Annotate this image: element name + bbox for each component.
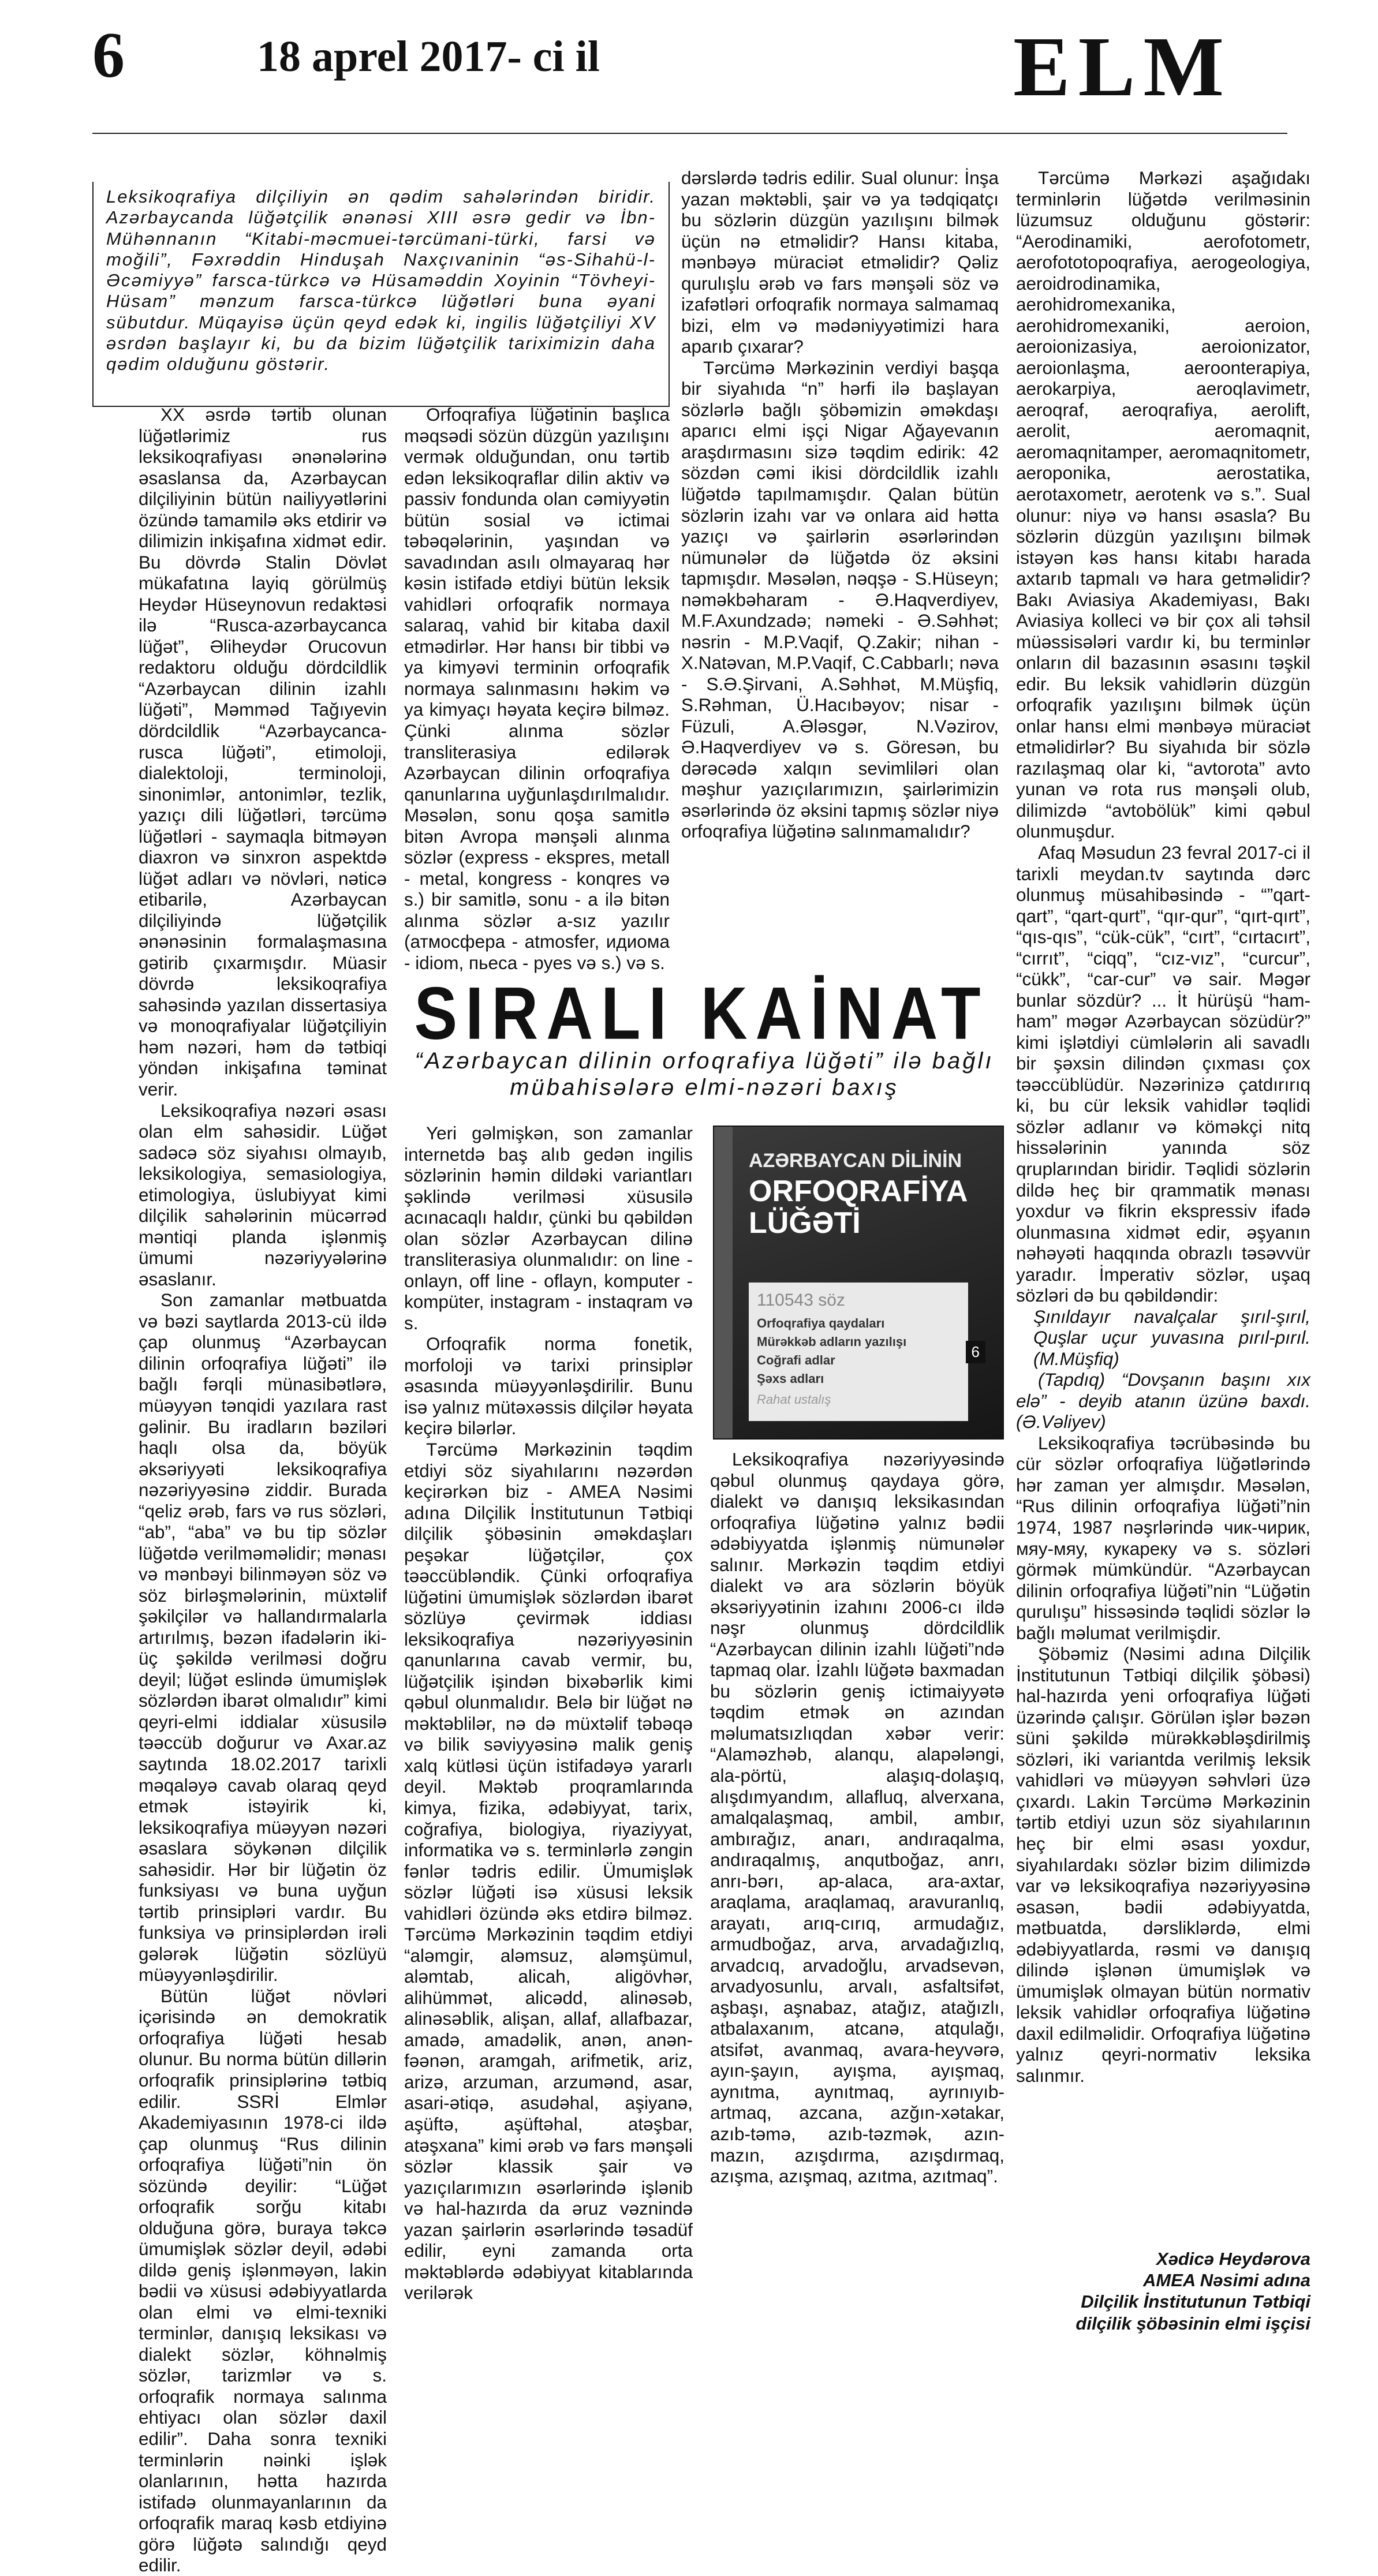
book-title-top: AZƏRBAYCAN DİLİNİN	[749, 1150, 962, 1172]
paragraph: Leksikoqrafiya təcrübəsində bu cür sözlər orfoqrafiya lüğətlərində hər zaman yer almışdır. Məsələn, “Rus dilinin orfoqrafiya lüğəti”nin 1974, 1987 nəşrlərində чик-чирик, мяу-мяу, кукареку və s. sözləri görmək mümkündür. “Azərbaycan dilinin orfoqrafiya lüğəti”nin “Lüğətin qurulışu” hissəsində təqlidi sözlər lə bağlı məlumat verilmişdir.	[1016, 1432, 1310, 1643]
lede-box: Leksikoqrafiya dilçiliyin ən qədim sahələrindən biridir. Azərbaycanda lüğətçilik ənənəsi XIII əsrə gedir və İbn-Mühənnanın “Kitabi-məcmuei-tərcümani-türki, farsi və moğili”, Fəxrəddin Hinduşah Naxçıvaninin “əs-Sihahü-l-Əcəmiyyə” farsca-türkcə və Hüsaməddin Xoyinin “Tövheyi-Hüsam” mənzum farsca-türkcə lüğətləri buna əyani sübutdur. Müqayisə üçün qeyd edək ki, ingilis lüğətçiliyi XV əsrdən başlayır ki, bu da bizim lüğətçilik tariximizin daha qədim olduğunu göstərir.	[92, 182, 670, 407]
book-list-item: Orfoqrafiya qaydaları	[757, 1316, 885, 1330]
book-list-item: Şəxs adları	[757, 1371, 824, 1386]
section-masthead: ELM	[1013, 20, 1233, 114]
paragraph: dərslərdə tədris edilir. Sual olunur: İnşa yazan məktəbli, şair və ya tədqiqatçı bu sözlərin düzgün yazılışını bilmək üçün nə etməlidir? Hansı kitaba, mənbəyə müraciət etməlidir? Qəliz qurulışlu ərəb və fars mənşəli söz və izafətləri orfoqrafik normaya salmamaq bizi, elm və mədəniyyətimizi hara aparıb çıxarar?	[681, 167, 999, 357]
article-subheadline: “Azərbaycan dilinin orfoqrafiya lüğəti” ilə bağlı mübahisələrə elmi-nəzəri baxış	[414, 1048, 994, 1100]
paragraph: Leksikoqrafiya nəzəri əsası olan elm sahəsidir. Lüğət sadəcə söz siyahısı olmayıb, leksikologiya, semasiologiya, etimologiya, üslubiyyat kimi dilçilik sahələrinin mücərrəd məntiqi planda işlənmiş ümumi nəzəriyyələrinə əsaslanır.	[139, 1100, 387, 1289]
paragraph: Afaq Məsudun 23 fevral 2017-ci il tarixli meydan.tv saytında dərc olunmuş müsahibəsində - “”qart-qart”, “qart-qurt”, “qır-qur”, “qırt-qırt”, “qıs-qıs”, “cük-cük”, “cırt”, “cırtacırt”, “cırrıt”, “ciqq”, “cız-vız”, “curcur”, “cükk”, “car-cur” və sair. Məgər bunlar sözdür? ... İt hürüşü “ham-ham” məgər Azərbaycan sözüdür?” kimi işlətdiyi cümlələrin ali savadlı bir şəxsin dilindən çıxması çox təəccüblüdür. Nəzərinizə çatdırırıq ki, bu cür leksik vahidlər təqlidi sözlər adlanır və köməkçi nitq hissələrinin yanında söz qruplarından biridir. Təqlidi sözlərin dildə heç bir qrammatik mənası yoxdur və fikrin ekspressiv ifadə olunmasına xidmət edir, əşyanın nəhəyəti haqqında obrazlı təsəvvür yaradır. İmperativ sözlər, uşaq sözləri də bu qəbildəndir:	[1016, 842, 1310, 1306]
author-affiliation-1: AMEA Nəsimi adına	[1143, 2270, 1310, 2291]
paragraph: Tərcümə Mərkəzinin təqdim etdiyi söz siyahılarını nəzərdən keçirərkən biz - AMEA Nəsimi adına Dilçilik İnstitutunun Tətbiqi dilçilik şöbəsinin əməkdaşları peşəkar lüğətçilər, çox təəccübləndik. Çünki orfoqrafiya lüğətini ümumişlək sözlərdən ibarət sözlüyə çevirmək iddiası leksikoqrafiya nəzəriyyəsinin qanunlarına cavab vermir, bu, lüğətçilik işindən bixəbərlik kimi qəbul olunmalıdır. Belə bir lüğət nə məktəblilər, nə də müxtəlif təbəqə və bilik səviyyəsinə malik geniş xalq kütləsi üçün istifadəyə yararlı deyil. Məktəb proqramlarında kimya, fizika, ədəbiyyat, tarix, coğrafiya, biologiya, riyaziyyat, informatika və s. terminlərlə zəngin fənlər tədris edilir. Ümumişlək sözlər lüğəti isə xüsusi leksik vahidləri özündə əks etdirə bilməz. Tərcümə Mərkəzinin təqdim etdiyi “aləmgir, aləmsuz, aləmşümul, aləmtab, alicah, aligövhər, alihümmət, alicədd, alinəsəb, alinəsəblik, alişan, allaf, allafbazar, amadə, amadəlik, anən, anən-fəənən, aramgah, arifmetik, ariz, arizə, arzuman, arzumənd, asar, asari-ətiqə, asudəhal, aşiyanə, aşüftə, aşüftəhal, atəşbar, atəşxana” kimi ərəb və fars mənşəli sözlər klassik şair və yazıçılarımızın əsərlərində işlənib və hal-hazırda da əruz vəznində yazan şairlərin əsərlərində təsadüf edilir, eyni zamanda orta məktəblərdə ədəbiyyat kitablarında verilərək	[404, 1438, 693, 2304]
paragraph: XX əsrdə tərtib olunan lüğətlərimiz rus leksikoqrafiyası ənənələrinə əsaslansa da, Azərbaycan dilçiliyinin bütün nailiyyətlərini özündə tamamilə əks etdirir və dilimizin inkişafına xidmət edir. Bu dövrdə Stalin Dövlət mükafatına layiq görülmüş Heydər Hüseynovun redaktəsi ilə “Rusca-azərbaycanca lüğət”, Əliheydər Orucovun redaktoru olduğu dördcildlik “Azərbaycan dilinin izahlı lüğəti”, Məmməd Tağıyevin dördcildlik “Azərbaycanca-rusca lüğəti”, etimoloji, dialektoloji, terminoloji, sinonimlər, antonimlər, tezlik, yazıçı dili lüğətləri, tərcümə lüğətləri - saymaqla bitməyən diaxron və sinxron aspektdə lüğət adları və növləri, nəticə etibarilə, Azərbaycan dilçiliyində lüğətçilik ənənəsinin formalaşmasına gətirib çıxarmışdır. Müasir dövrdə leksikoqrafiya sahəsində yazılan dissertasiya və monoqrafiyalar lüğətçiliyin həm nəzəri, həm də tətbiqi yöndən inkişafına təminat verir.	[139, 404, 387, 1100]
paragraph: Leksikoqrafiya nəzəriyyəsində qəbul olunmuş qaydaya görə, dialekt və danışıq leksikasından orfoqrafiya lüğətinə yalnız bədii ədəbiyyatda işlənmiş nümunələr salınır. Mərkəzin təqdim etdiyi dialekt və ara sözlərin böyük əksəriyyətinin izahını 2006-cı ildə nəşr olunmuş dördcildlik “Azərbaycan dilinin izahlı lüğəti”ndə tapmaq olar. İzahlı lüğətə baxmadan bu sözlərin geniş ictimaiyyətə təqdim etmək ən azından məlumatsızlıqdan xəbər verir: “Alaməzhəb, alanqu, alapələngi, ala-pörtü, alaşıq-dolaşıq, alışdımyandım, allafluq, alverxana, amalqalaşmaq, ambil, ambır, ambırağız, anarı, andıraqalma, andıraqalmış, anqutboğaz, anrı, anrı-bərı, ap-alaca, ara-axtar, araqlama, araqlamaq, aravuranlıq, arayatı, arıq-cırıq, armudağız, armudboğaz, arva, arvadağızlıq, arvadcıq, arvadoğlu, arvadsevən, arvadyosunlu, arvalı, asfaltsifət, aşbaşı, aşnabaz, atağız, atağızlı, atbalaxanım, atcanə, atqulağı, atsifət, avanmaq, avara-heyvərə, ayın-şayın, ayışma, ayışmaq, aynıtma, aynıtmaq, ayrınıyıb-artmaq, azcana, azğın-xətakar, azıb-təmə, azıb-təzmək, azın-mazın, azışdırma, azışdırmaq, azışma, azışmaq, azıtma, azıtmaq”.	[710, 1449, 1004, 2187]
book-title-main: ORFOQRAFİYA LÜĞƏTİ	[749, 1175, 967, 1240]
book-list-item: Mürəkkəb adların yazılışı	[757, 1334, 907, 1349]
author-signature	[1062, 2248, 1310, 2334]
paragraph: Bütün lüğət növləri içərisində ən demokratik orfoqrafiya lüğəti hesab olunur. Bu norma bütün dillərin orfoqrafik prinsiplərinə tətbiq edilir. SSRİ Elmlər Akademiyasının 1978-ci ildə çap olunmuş “Rus dilinin orfoqrafiya lüğəti”nin ön sözündə deyilir: “Lüğət orfoqrafik sorğu kitabı olduğuna görə, buraya təkcə ümumişlək sözlər deyil, ədəbi dildə geniş işlənməyən, lakin bədii və xüsusi ədəbiyyatlarda olan elmi və elmi-texniki terminlər, danışıq leksikası və dialekt sözlər, köhnəlmiş sözlər, tarizmlər və s. orfoqrafik normaya salınma ehtiyacı olan sözlər daxil edilir”. Daha sonra texniki terminlərin nəinki işlək olanlarının, hətta hazırda istifadə olunmayanlarının da orfoqrafik maraq kəsb etdiyinə görə lüğətə salındığı qeyd edilir.	[139, 1985, 387, 2576]
paragraph: Tərcümə Mərkəzi aşağıdakı terminlərin lüğətdə verilməsinin lüzumsuz olduğunu göstərir: “Aerodinamiki, aerofotometr, aerofototopoqrafiya, aerogeologiya, aeroidrodinamika, aerohidromexanika, aerohidromexaniki, aeroion, aeroionizasiya, aeroionizator, aeroionlaşma, aeroonterapiya, aerokarpiya, aeroqlavimetr, aeroqraf, aeroqrafiya, aerolift, aerolit, aeromaqnit, aeromaqnitamper, aeromaqnitometr, aeroponika, aerostatika, aerotaxometr, aerotenk və s.”. Sual olunur: niyə və hansı əsasla? Bu sözlərin düzgün yazılışını bilmək istəyən kəs hansı kitabı harada axtarıb tapmalı və hara getməlidir? Bakı Aviasiya Akademiyası, Bakı Aviasiya kolleci və bir çox ali təhsil müəssisələri vardır ki, bu terminlər onların dil bazasının əsasını təşkil edir. Bu leksik vahidlərin düzgün orfoqrafik yazılışını bilmək üçün onlar hansı elmi mənbəyə müraciət etməlidirlər? Bu siyahıda bir sözlə razılaşmaq olar ki, “avtorota” avto yunan və rota rus mənşəli olub, dilimizdə “avtobölük” kimi qəbul olunmuşdur.	[1016, 167, 1310, 842]
book-list-item: Coğrafi adlar	[757, 1353, 835, 1367]
article-column-3-bottom	[710, 1449, 1004, 2248]
issue-date: 18 aprel 2017- ci il	[257, 32, 600, 81]
header-divider	[92, 133, 1287, 134]
paragraph: Orfoqrafik norma fonetik, morfoloji və tarixi prinsiplər əsasında müəyyənləşdirilir. Bunu isə yalnız mütəxəssis dilçilər həyata keçirə bilərlər.	[404, 1333, 693, 1439]
book-panel	[749, 1283, 968, 1421]
paragraph: Orfoqrafiya lüğətinin başlıca məqsədi sözün düzgün yazılışını vermək olduğundan, onu tərtib edən leksikoqraflar dilin aktiv və passiv fondunda olan cəmiyyətin bütün sosial və ictimai təbəqələrinin, yaşından və savadından asılı olmayaraq hər kəsin istifadə etdiyi bütün leksik vahidləri orfoqrafik normaya salaraq, vahid bir kitaba daxil etmədirlər. Hər hansı bir tibbi və ya kimyəvi terminin orfoqrafik normaya salınmasını həkim və ya kimyaçı həyata keçirə bilməz. Çünki alınma sözlər transliterasiya edilərək Azərbaycan dilinin orfoqrafiya qanunlarına uyğunlaşdırılmalıdır. Məsələn, sonu qoşa samitlə bitən Avropa mənşəli alınma sözlər (express - ekspres, metall - metal, kongress - konqres və s.) bir samitlə, sonu - a ilə bitən alınma sözlər a-sız yazılır (атмосфера - atmosfer, идиома - idiom, пьеса - pyes və s.) və s.	[404, 404, 670, 973]
quote-verse: Şınıldayır navalçalar şırıl-şırıl, Quşlar uçur yuvasına pırıl-pırıl. (M.Müşfiq)	[1033, 1306, 1310, 1369]
paragraph: Yeri gəlmişkən, son zamanlar internetdə baş alıb gedən ingilis sözlərinin həmin dildəki variantları şəklində verilməsi xüsusilə acınacaqlı haldır, çünki bu qəbildən olan sözlər Azərbaycan dilinə transliterasiya olunmalıdır: on line - onlayn, off line - oflayn, komputer - kompüter, instagram - instaqram və s.	[404, 1123, 693, 1333]
author-affiliation-2: Dilçilik İnstitutunun Tətbiqi	[1081, 2291, 1310, 2312]
author-affiliation-3: dilçilik şöbəsinin elmi işçisi	[1075, 2313, 1310, 2334]
book-author: Rahat ustalış	[757, 1392, 831, 1407]
author-name: Xədicə Heydərova	[1156, 2249, 1310, 2269]
page-number: 6	[92, 20, 125, 91]
article-column-2-top	[404, 404, 670, 973]
book-cover-image	[713, 1126, 1004, 1440]
quote-prose: (Tapdıq) “Dovşanın başını xıx elə” - deyib atanın üzünə baxdı. (Ə.Vəliyev)	[1016, 1369, 1310, 1433]
book-word-count: 110543 söz	[757, 1291, 845, 1310]
article-column-1	[139, 404, 387, 2576]
book-spine	[714, 1127, 733, 1438]
paragraph: Şöbəmiz (Nəsimi adına Dilçilik İnstitutunun Tətbiqi dilçilik şöbəsi) hal-hazırda yeni orfoqrafiya lüğəti üzərində çalışır. Görülən işlər bəzən süni şəkildə mürəkkəbləşdirilmiş sözləri, iki variantda verilmiş leksik vahidləri və müəyyən səhvləri üzə çıxardı. Lakin Tərcümə Mərkəzinin tərtib etdiyi uzun söz siyahılarının heç bir elmi əsası yoxdur, siyahılardakı sözlər bizim dilimizdə var və leksikoqrafiya nəzəriyyəsinə əsasən, bədii ədəbiyyatda, mətbuatda, dərsliklərdə, elmi ədəbiyyatlarda, rəsmi və danışıq dilində işlənən ümumişlək və ümumişlək olmayan bütün normativ leksik vahidlər orfoqrafiya lüğətinə daxil edilməlidir. Orfoqrafiya lüğətinə yalnız qeyri-normativ leksika salınmır.	[1016, 1643, 1310, 2086]
article-column-3-top	[681, 167, 999, 970]
paragraph: Tərcümə Mərkəzinin verdiyi başqa bir siyahıda “n” hərfi ilə başlayan sözlərlə bağlı şöbəmizin əməkdaşı aparıcı elmi işçi Nigar Ağayevanın araşdırmasını sizə təqdim edirik: 42 sözdən cəmi ikisi dördcildlik izahlı lüğətdə tapılmamışdır. Qalan bütün sözlərin izahı var və onlara aid hətta yazıçı və şairlərin əsərlərindən nümunələr də lüğətdə öz əksini tapmışdır. Məsələn, nəqşə - S.Hüseyn; nəməkbəharam - Ə.Haqverdiyev, M.F.Axundzadə; nəmeki - Ə.Səhhət; nəsrin - M.P.Vaqif, Q.Zakir; nihan - X.Natəvan, M.P.Vaqif, C.Cabbarlı; nəva - S.Ə.Şirvani, A.Səhhət, M.Müşfiq, S.Rəhman, Ü.Hacıbəyov; nisar - Füzuli, A.Ələsgər, N.Vəzirov, Ə.Haqverdiyev və s. Göresən, bu dərəcədə xalqın sevimliləri olan məşhur yazıçılarımızın, şairlərimizin əsərlərində öz əksini tapmış sözlər niyə orfoqrafiya lüğətinə salınmamalıdır?	[681, 357, 999, 842]
book-volume-badge: 6	[966, 1341, 985, 1363]
article-column-4	[1016, 167, 1310, 2242]
article-headline: SIRALI KAİNAT	[414, 971, 989, 1055]
article-column-2-bottom	[404, 1123, 693, 2304]
paragraph: Son zamanlar mətbuatda və bəzi saytlarda 2013-cü ildə çap olunmuş “Azərbaycan dilinin orfoqrafiya lüğəti” ilə bağlı fərqli münasibətlərə, müəyyən tənqidi yazılara rast gəlinir. Bu iradların bəziləri haqlı olsa da, böyük əksəriyyəti leksikoqrafiya nəzəriyyəsinə ziddir. Burada “qeliz ərəb, fars və rus sözləri, “ab”, “aba” və bu tip sözlər lüğətdə verilməməlidir; mənası və mənbəyi bilinməyən söz və söz birləşmələrinin, müxtəlif şəkilçilər və hallandırmalarla artırılmış, bəzən ifadələrin iki-üç şəkildə verilməsi doğru deyil; lüğət eslində ümumişlək sözlərdən ibarət olmalıdır” kimi qeyri-elmi iddialar xüsusilə təəccüb doğurur və Axar.az saytında 18.02.2017 tarixli məqaləyə cavab olaraq qeyd etmək istəyirik ki, leksikoqrafiya müəyyən nəzəri əsaslara söykənən dilçilik sahəsidir. Hər bir lüğətin öz funksiyası və buna uyğun tərtib prinsipləri vardır. Bu funksiya və prinsiplərdən irəli gələrək lüğətin sözlüyü müəyyənləşdirilir.	[139, 1289, 387, 1986]
